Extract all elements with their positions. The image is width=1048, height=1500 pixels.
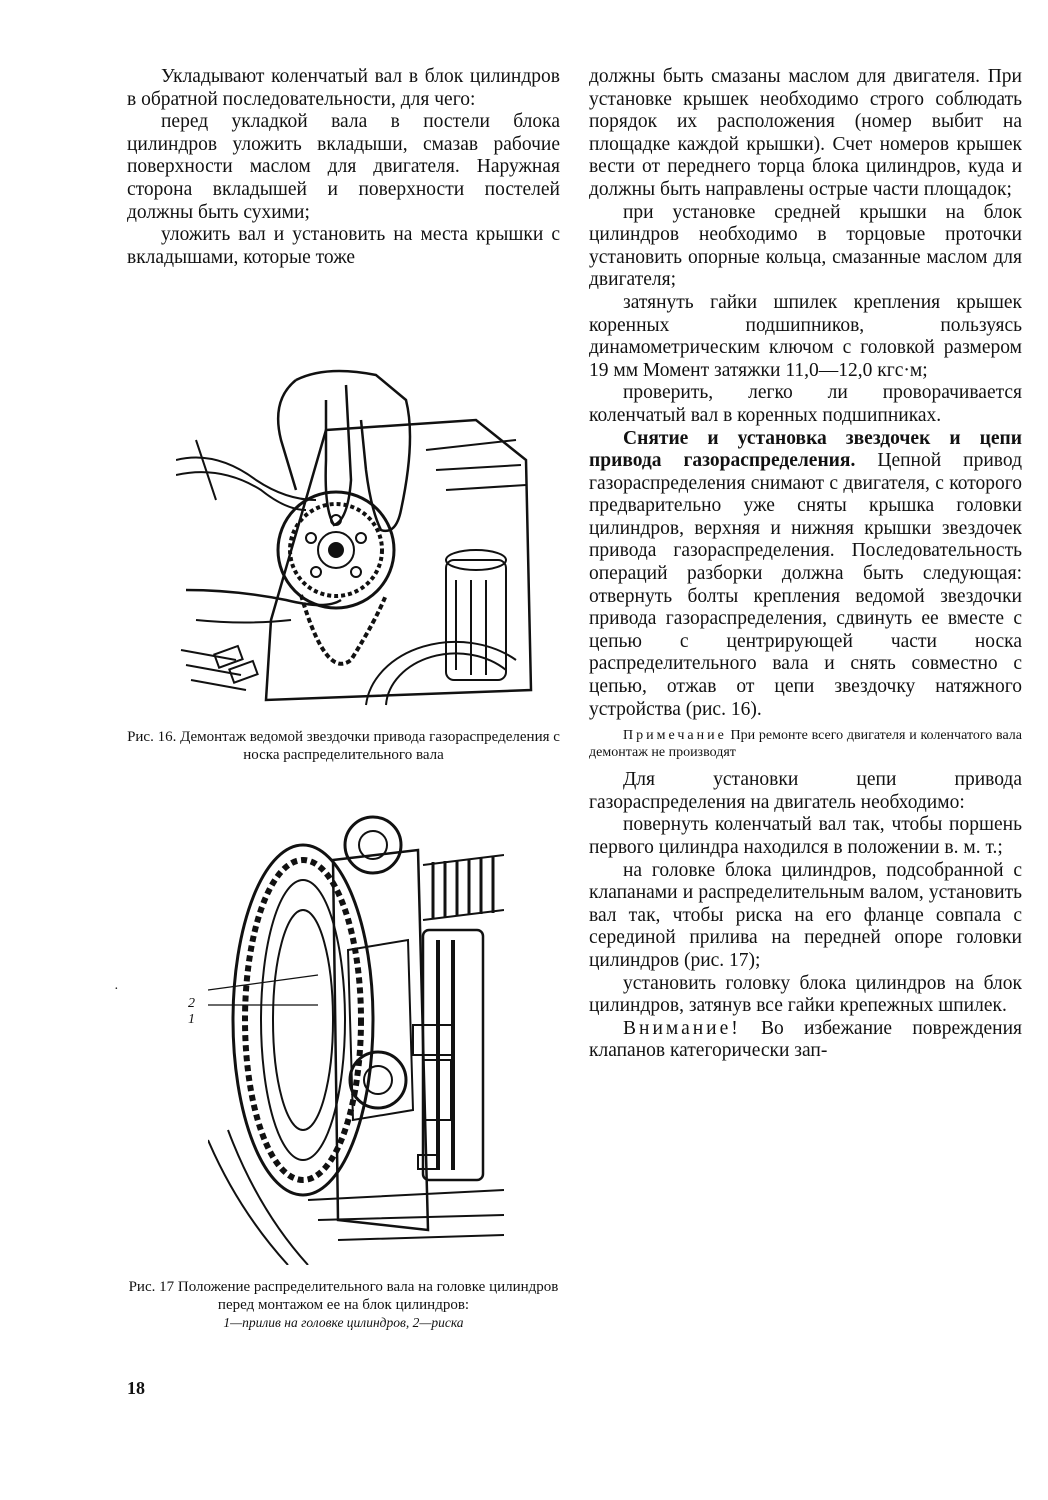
paragraph: при установке средней крышки на блок цилиндров необходимо в торцовые проточки установить опорные кольца, смазанные маслом для двигателя; — [589, 201, 1022, 291]
paragraph: должны быть смазаны маслом для двигателя. При установке крышек необходимо строго соблюдать порядок их расположения (номер выбит на площадке каждой крышки). Счет номеров крышек вести от переднего торца блока цилиндров, куда и должны быть направлены острые части площадок; — [589, 66, 1022, 200]
paragraph: проверить, легко ли проворачивается коленчатый вал в коренных подшипниках. — [589, 382, 1022, 426]
section-paragraph — [589, 428, 1022, 722]
page-number: 18 — [127, 1378, 145, 1398]
figure-17-caption — [127, 1279, 560, 1332]
figure-16-caption: Рис. 16. Демонтаж ведомой звездочки привода газораспределения с носка распределительного вала — [127, 729, 560, 763]
paragraph: уложить вал и установить на места крышки с вкладышами, которые тоже — [127, 224, 560, 268]
paragraph: Для установки цепи привода газораспределения на двигатель необходимо: — [589, 769, 1022, 813]
section-body: Цепной привод газораспределения снимают с двигателя, с которого предварительно уже сняты крышка головки цилиндров, верхняя и нижняя крышки звездочек привода газораспределения. Последовательность операций разборки должна быть следующая: отвернуть болты крепления ведомой звездочки привода газораспределения, сдвинуть ее вместе с цепью с центрирующей части носка распределительного вала и снять совместно с цепью, отжав от цепи звездочку натяжного устройства (рис. 16). — [589, 450, 1022, 720]
section-heading: Снятие и установка звездочек и цепи привода газораспределения. — [589, 427, 1022, 472]
note-label: Примечание — [623, 728, 727, 744]
print-speck: · — [114, 982, 119, 997]
note — [589, 727, 1022, 761]
paragraph: перед укладкой вала в постели блока цилиндров уложить вкладыши, смазав рабочие поверхности маслом для двигателя. Наружная сторона вкладышей и поверхности постелей должны быть сухими; — [127, 111, 560, 223]
figure-17-legend: 1—прилив на головке цилиндров, 2—риска — [223, 1315, 464, 1330]
paragraph: затянуть гайки шпилек крепления крышек коренных подшипников, пользуясь динамометрическим ключом с головкой размером 19 мм Момент затяжки 11,0—12,0 кгс·м; — [589, 291, 1022, 381]
left-column — [127, 66, 560, 269]
figure-17-label-1: 1 — [188, 1012, 195, 1027]
paragraph: Укладывают коленчатый вал в блок цилиндров в обратной последовательности, для чего: — [127, 66, 560, 110]
figure-17-illustration — [208, 810, 504, 1265]
warning-paragraph — [589, 1018, 1022, 1063]
warning-text: Во избежание повреждения клапанов категорически зап- — [589, 1017, 1023, 1062]
warning-label: Внимание! — [623, 1017, 741, 1039]
figure-17-caption-text: Рис. 17 Положение распределительного вала на головке цилиндров перед монтажом ее на блок цилиндров: — [128, 1279, 559, 1313]
paragraph: на головке блока цилиндров, подсобранной с клапанами и распределительным валом, установить вал так, чтобы риска на его фланце совпала с серединой прилива на передней опоре головки цилиндров (рис. 17); — [589, 859, 1022, 971]
figure-16-illustration — [176, 360, 536, 712]
note-text: При ремонте всего двигателя и коленчатого вала демонтаж не производят — [589, 728, 1022, 761]
right-column — [589, 66, 1022, 1063]
paragraph: установить головку блока цилиндров на блок цилиндров, затянув все гайки крепежных шпилек. — [589, 972, 1022, 1017]
paragraph: повернуть коленчатый вал так, чтобы поршень первого цилиндра находился в положении в. м. т.; — [589, 814, 1022, 858]
figure-17-label-2: 2 — [188, 996, 195, 1011]
